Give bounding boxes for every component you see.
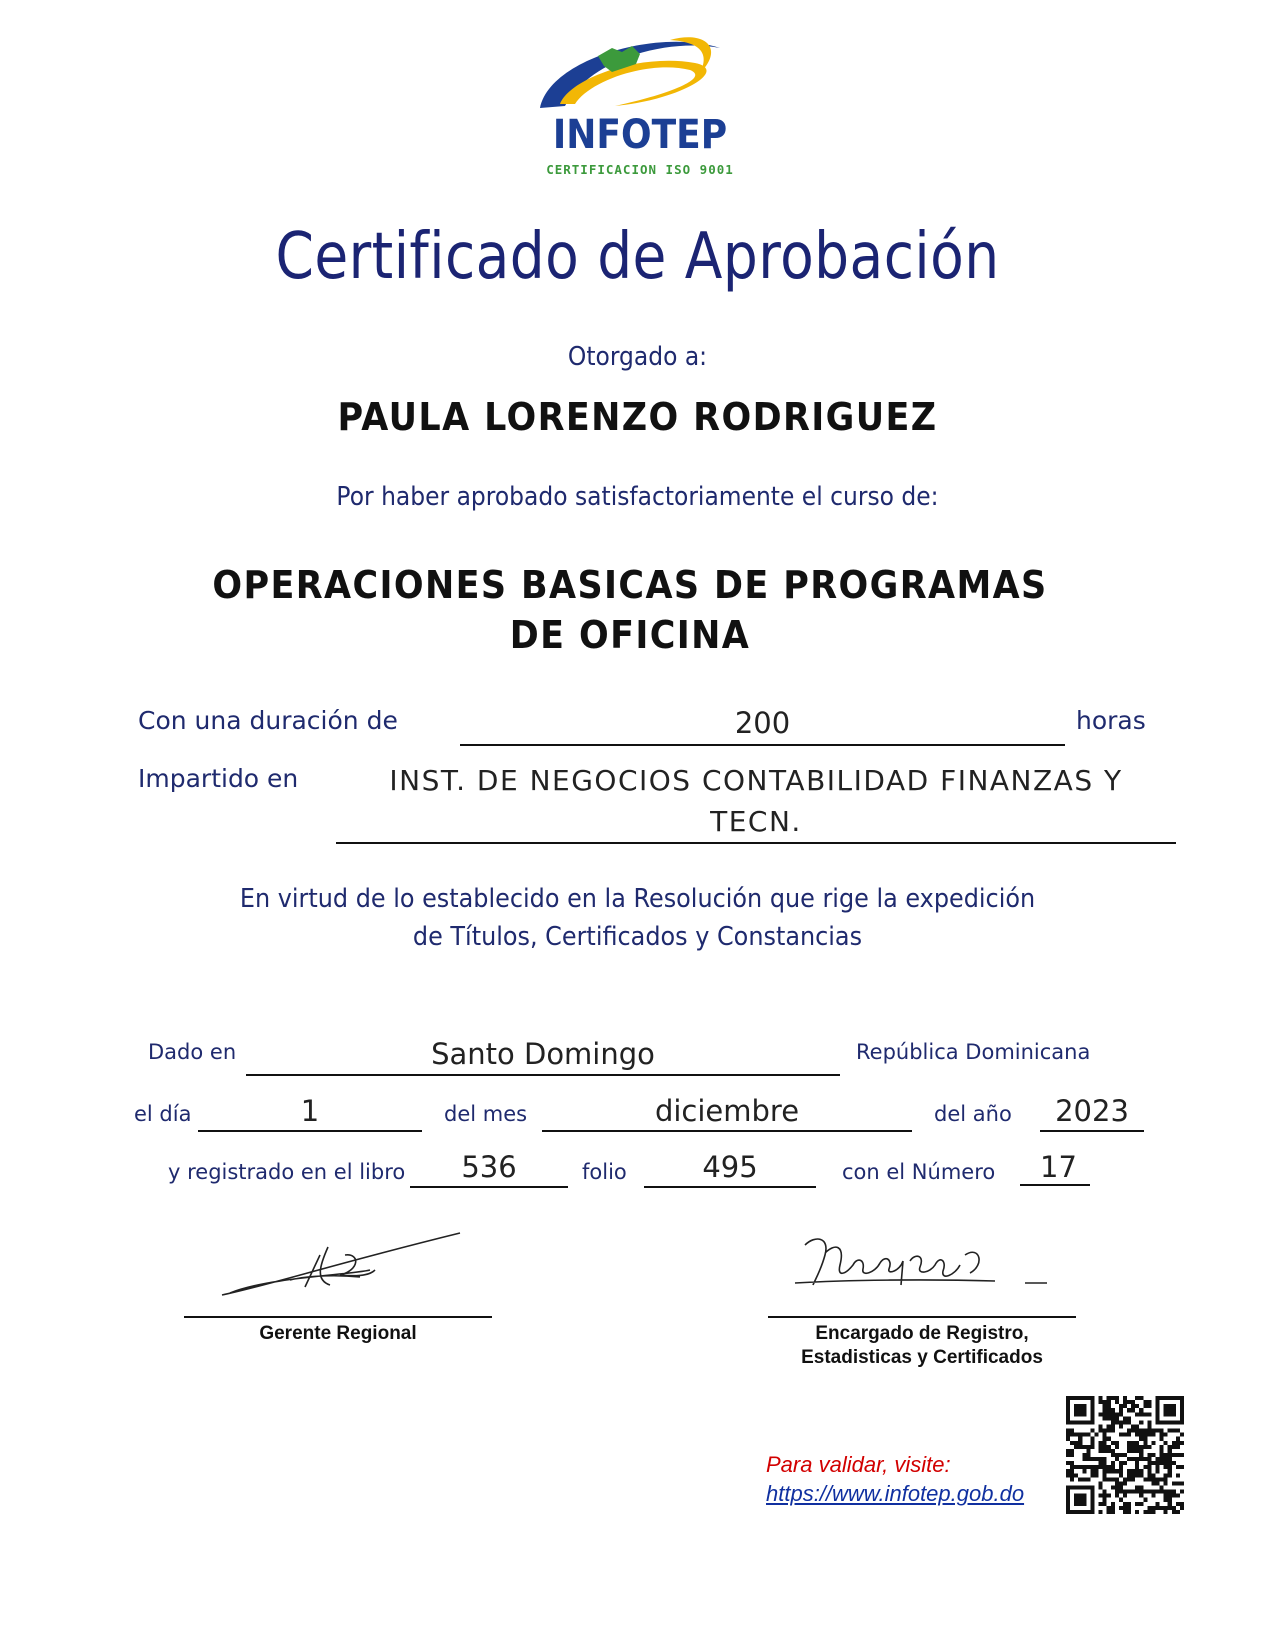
book-value: 536 <box>410 1148 568 1188</box>
institution-line-2: TECN. <box>710 805 802 838</box>
reason-label: Por haber aprobado satisfactoriamente el curso de: <box>336 482 939 512</box>
right-signature-title-line-2: Estadisticas y Certificados <box>801 1347 1043 1368</box>
right-signature <box>785 1225 1055 1305</box>
course-name <box>188 560 1071 660</box>
recipient-name: PAULA LORENZO RODRIGUEZ <box>337 395 938 439</box>
country-label: República Dominicana <box>856 1040 1091 1064</box>
month-label: del mes <box>444 1102 528 1126</box>
duration-value: 200 <box>460 702 1065 746</box>
city-value: Santo Domingo <box>246 1034 840 1076</box>
infotep-logo <box>520 28 760 183</box>
year-value: 2023 <box>1040 1092 1144 1132</box>
right-signature-title <box>768 1322 1076 1370</box>
left-signature <box>210 1225 470 1305</box>
book-label: y registrado en el libro <box>168 1160 406 1184</box>
folio-label: folio <box>582 1160 627 1184</box>
logo-tagline: CERTIFICACION ISO 9001 <box>546 162 734 177</box>
left-signature-title: Gerente Regional <box>259 1323 417 1344</box>
left-signature-line <box>184 1316 492 1318</box>
day-label: el día <box>134 1102 192 1126</box>
resolution-text <box>51 880 1224 956</box>
duration-label: Con una duración de <box>138 706 398 735</box>
institution-field <box>336 760 1176 844</box>
validate-link[interactable]: https://www.infotep.gob.do <box>766 1481 1025 1506</box>
day-value: 1 <box>198 1092 422 1132</box>
course-line-2: DE OFICINA <box>509 613 751 657</box>
course-line-1: OPERACIONES BASICAS DE PROGRAMAS <box>212 563 1048 607</box>
duration-unit: horas <box>1076 706 1146 735</box>
resolution-line-1: En virtud de lo establecido en la Resolución que rige la expedición <box>239 884 1036 914</box>
year-label: del año <box>934 1102 1012 1126</box>
institution-line-1: INST. DE NEGOCIOS CONTABILIDAD FINANZAS Y <box>389 764 1123 797</box>
validate-label: Para validar, visite: <box>766 1452 951 1477</box>
right-signature-line <box>768 1316 1076 1318</box>
resolution-line-2: de Títulos, Certificados y Constancias <box>412 922 863 952</box>
folio-value: 495 <box>644 1148 816 1188</box>
granted-label: Otorgado a: <box>567 342 708 372</box>
certificate-title: Certificado de Aprobación <box>275 220 1000 294</box>
number-label: con el Número <box>842 1160 996 1184</box>
right-signature-title-line-1: Encargado de Registro, <box>815 1323 1029 1344</box>
qr-code-icon[interactable] <box>1066 1396 1184 1514</box>
number-value: 17 <box>1020 1148 1090 1186</box>
logo-brand: INFOTEP <box>552 112 728 158</box>
month-value: diciembre <box>542 1092 912 1132</box>
given-label: Dado en <box>148 1040 237 1064</box>
institution-label: Impartido en <box>138 764 299 793</box>
